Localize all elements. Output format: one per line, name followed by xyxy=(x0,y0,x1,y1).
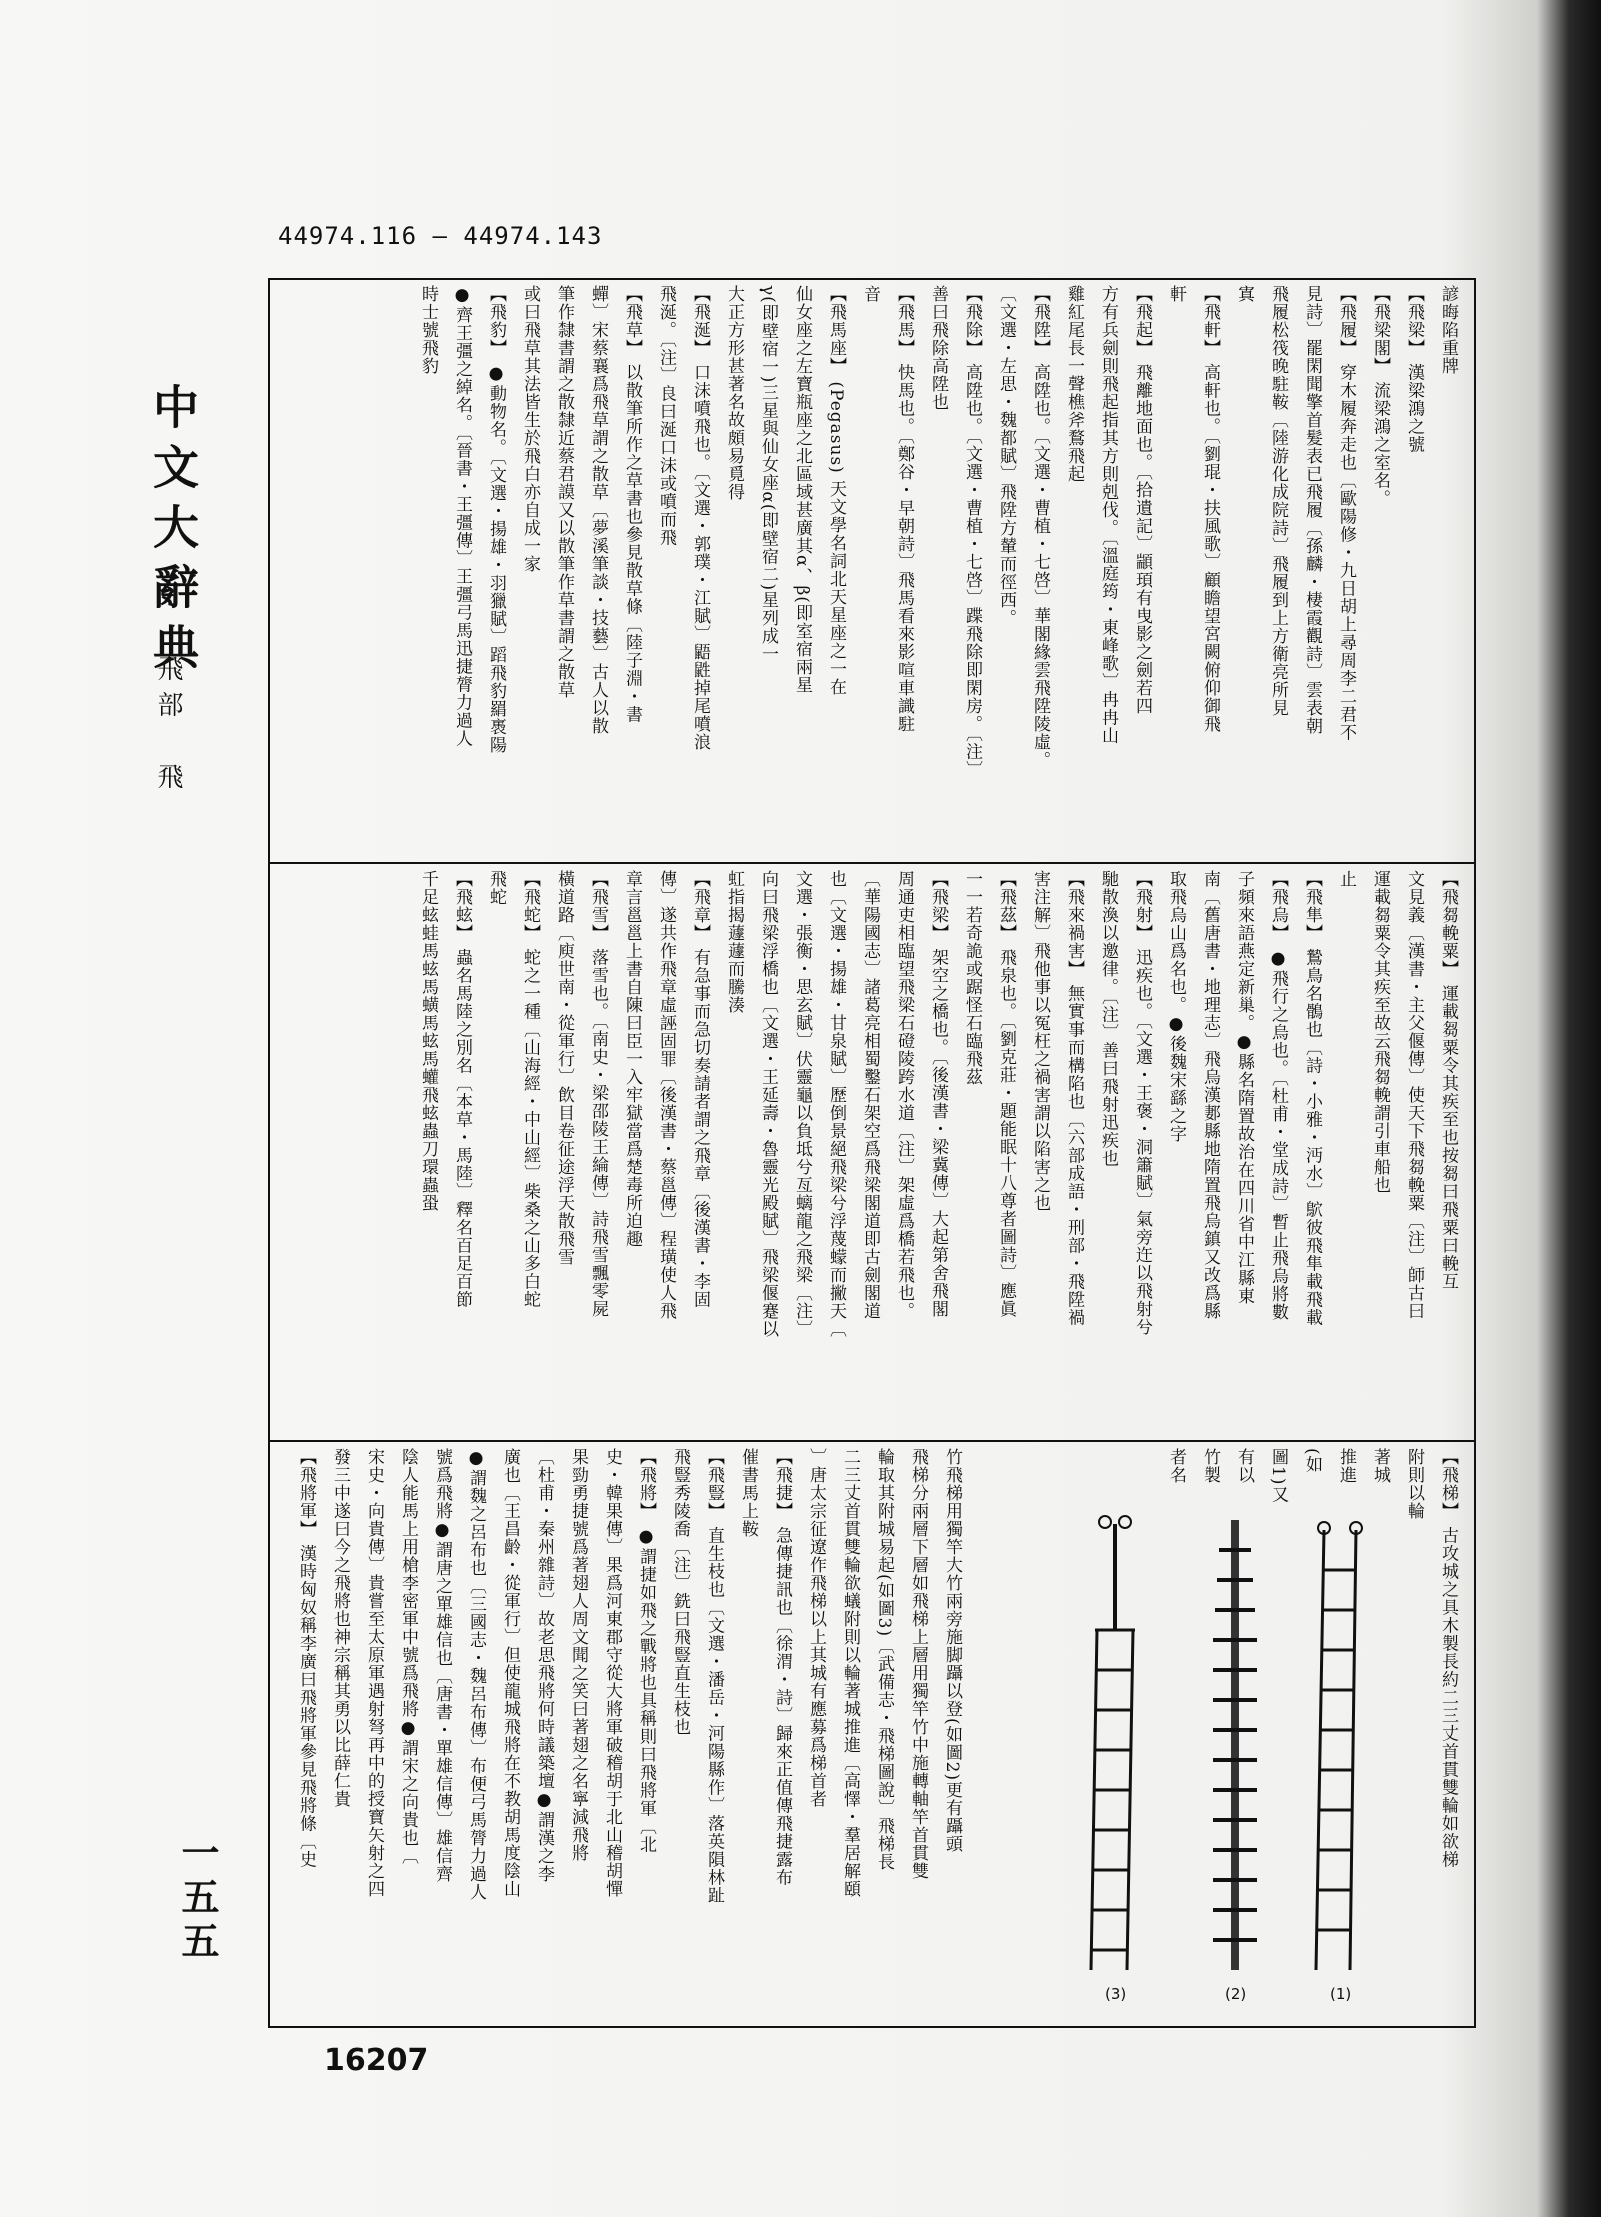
text-column: 圖1)又 xyxy=(1268,1448,1288,1504)
text-column: 馳散渙以邀律。〔注〕善曰飛射迅疾也 xyxy=(1098,870,1118,1168)
text-column: 【飛捷】 急傳捷訊也〔徐渭・詩〕歸來正值傳飛捷露布 xyxy=(772,1448,792,1887)
text-column: 筆作隸書謂之散隸近蔡君謨又以散筆作草書謂之散草 xyxy=(554,285,574,699)
text-column: 史・韓果傳〕果爲河東郡守從大將軍破稽胡于北山稽胡憚 xyxy=(602,1448,622,1898)
text-column: 宋史・向貴傳〕貴嘗至太原軍遇射弩再中的授寶矢射之四 xyxy=(364,1448,384,1898)
text-column: 發三中遂曰今之飛將也神宗稱其勇以比薛仁貴 xyxy=(330,1448,350,1808)
text-column: 【飛芻輓粟】 運載芻粟令其疾至也按芻曰飛粟曰輓互 xyxy=(1438,870,1458,1291)
text-column: ●齊王彊之綽名。〔晉書・王彊傳〕王彊弓馬迅捷膂力過人 xyxy=(452,285,472,748)
text-column: 飛履松筏晚駐鞍〔陸游化成院詩〕飛履到上方衛亮所見 xyxy=(1268,285,1288,717)
text-column: 橫道路〔庾世南・從軍行〕飲目卷征途浮天散飛雪 xyxy=(554,870,574,1266)
text-column: 雞紅尾長一聲樵斧鶩飛起 xyxy=(1064,285,1084,483)
band-divider-1 xyxy=(268,862,1476,864)
entries-band-bottom xyxy=(280,1448,1465,2020)
text-column: 【飛涎】 口沫噴飛也。〔文選・郭璞・江賦〕鼯鼪掉尾噴浪 xyxy=(690,285,710,751)
text-column: 竹飛梯用獨竿大竹兩旁施脚躡以登(如圖2)更有躡頭 xyxy=(942,1448,962,1854)
text-column: 果勁勇捷號爲著翅人周文聞之笑曰著翅之名寧減飛將 xyxy=(568,1448,588,1862)
text-column: 見詩〕罷閑聞擎首髮表已飛履〔孫麟・棲霞觀詩〕雲表朝 xyxy=(1302,285,1322,735)
text-column: 止 xyxy=(1336,870,1356,888)
entries-band-top xyxy=(280,285,1465,855)
text-column: 陰人能馬上用槍李密軍中號爲飛將●謂宋之向貴也〔 xyxy=(398,1448,418,1865)
text-column: 推進 xyxy=(1336,1448,1356,1484)
text-column: 或曰飛草其法皆生於飛白亦自成一家 xyxy=(520,285,540,573)
text-column: 【飛梯】 古攻城之具木製長約二三丈首貫雙輪如欲梯 xyxy=(1438,1448,1458,1869)
text-column: 音 xyxy=(860,285,880,303)
text-column: 【飛章】 有急事而急切奏請者謂之飛章〔後漢書・李固 xyxy=(690,870,710,1309)
text-column: 【飛梁】 漢梁鴻之號 xyxy=(1404,285,1424,454)
text-column: 附則以輪 xyxy=(1404,1448,1424,1520)
text-column: γ(即壁宿一)三星與仙女座α(即壁宿二)星列成一 xyxy=(758,285,778,664)
text-column: ●謂魏之呂布也〔三國志・魏呂布傳〕布便弓馬膂力過人 xyxy=(466,1448,486,1901)
text-column: 大正方形甚著名故頗易覓得 xyxy=(724,285,744,501)
text-column: 者名 xyxy=(1166,1448,1186,1484)
text-column: 蟬〕宋蔡襄爲飛草謂之散草〔夢溪筆談・技藝〕古人以散 xyxy=(588,285,608,735)
text-column: 【飛履】 穿木履奔走也〔歐陽修・九日胡上尋周李二君不 xyxy=(1336,285,1356,742)
text-column: 輪取其附城易起(如圖3)〔武備志・飛梯圖說〕飛梯長 xyxy=(874,1448,894,1872)
text-column: 文選・張衡・思玄賦〕伏靈龜以負坻兮亙螭龍之飛梁〔注〕 xyxy=(792,870,812,1338)
text-column: 飛豎秀陵喬〔注〕銑曰飛豎直生枝也 xyxy=(670,1448,690,1736)
text-column: 【飛茲】 飛泉也。〔劉克莊・題能眠十八尊者圖詩〕應眞 xyxy=(996,870,1016,1318)
text-column: (如 xyxy=(1302,1448,1322,1474)
ladder-figure-3 xyxy=(1085,1510,1145,1980)
radical-label: 飛部 飛 xyxy=(153,655,183,799)
text-column: 〔華陽國志〕諸葛亮相蜀鑿石架空爲飛梁閣道即古劍閣道 xyxy=(860,870,880,1320)
text-column: 飛蛇 xyxy=(486,870,506,906)
text-column: 〔文選・左思・魏都賦〕飛陞方輦而徑西。 xyxy=(996,285,1016,627)
page-number: 一五五 xyxy=(175,1833,220,1965)
text-column: 〕唐太宗征遼作飛梯以上其城有應募爲梯首者 xyxy=(806,1448,826,1808)
text-column: 諺晦陷重牌 xyxy=(1438,285,1458,375)
scan-range-label: 44974.116 — 44974.143 xyxy=(278,222,603,250)
text-column: 【飛梁閣】 流梁鴻之室名。 xyxy=(1370,285,1390,508)
ladder-figure-1 xyxy=(1310,1510,1370,1980)
text-column: 【飛雪】 落雪也。〔南史・梁邵陵王綸傳〕詩飛雪飄零屍 xyxy=(588,870,608,1318)
text-column: 軒 xyxy=(1166,285,1186,303)
text-column: 虹指揭蘧蘧而騰湊 xyxy=(724,870,744,1014)
text-column: 竹製 xyxy=(1200,1448,1220,1484)
text-column: 有以 xyxy=(1234,1448,1254,1484)
ladder-figure-2 xyxy=(1205,1510,1265,1980)
text-column: 【飛軒】 高軒也。〔劉琨・扶風歌〕顧瞻望宮闕俯仰御飛 xyxy=(1200,285,1220,733)
text-column: 【飛將軍】 漢時匈奴稱李廣曰飛將軍參見飛將條〔史 xyxy=(296,1448,316,1869)
text-column: 【飛射】 迅疾也。〔文選・王褒・洞簫賦〕氣旁迕以飛射兮 xyxy=(1132,870,1152,1336)
text-column: 【飛來禍害】 無實事而構陷也〔六部成語・刑部・飛陞禍 xyxy=(1064,870,1084,1327)
text-column: 善曰飛除高陞也 xyxy=(928,285,948,411)
text-column: 號爲飛將●謂唐之單雄信也〔唐書・單雄信傳〕雄信齊 xyxy=(432,1448,452,1883)
text-column: 【飛蚿】 蟲名馬陸之別名〔本草・馬陸〕釋名百足百節 xyxy=(452,870,472,1309)
text-column: 向曰飛梁浮橋也〔文選・王延壽・魯靈光殿賦〕飛梁偃蹇以 xyxy=(758,870,778,1338)
text-column: 【飛豎】 直生枝也〔文選・潘岳・河陽縣作〕落英隕林趾 xyxy=(704,1448,724,1905)
text-column: 害注解〕飛他事以冤枉之禍害謂以陷害之也 xyxy=(1030,870,1050,1212)
figure-label-2: (2) xyxy=(1225,1985,1247,2003)
text-column: 【飛烏】 ●飛行之烏也。〔杜甫・堂成詩〕暫止飛烏將數 xyxy=(1268,870,1288,1321)
text-column: 章言邕邕上書自陳曰臣一入牢獄當爲楚毒所迫趣 xyxy=(622,870,642,1248)
text-column: 著城 xyxy=(1370,1448,1390,1484)
text-column: 也〔文選・揚雄・甘泉賦〕歷倒景絕飛梁兮浮蔑蠓而撇天〔 xyxy=(826,870,846,1338)
entries-band-middle xyxy=(280,870,1465,1435)
text-column: 仙女座之左寶瓶座之北區域甚廣其α、β(即室宿兩星 xyxy=(792,285,812,694)
text-column: 子頻來語燕定新巢。●縣名隋置故治在四川省中江縣東 xyxy=(1234,870,1254,1305)
text-column: 千足蚿蛙馬蚿馬蟥馬蚿馬蠸飛蚿蟲刀環蟲蛩 xyxy=(418,870,438,1212)
figure-label-1: (1) xyxy=(1330,1985,1352,2003)
text-column: 【飛除】 高陞也。〔文選・曹植・七啓〕蹀飛除即閑房。〔注〕 xyxy=(962,285,982,779)
text-column: 【飛起】 飛離地面也。〔拾遺記〕顓頊有曳影之劍若四 xyxy=(1132,285,1152,715)
text-column: 【飛隼】 鷙鳥名鶻也〔詩・小雅・沔水〕鴥彼飛隼載飛載 xyxy=(1302,870,1322,1327)
text-column: 一一若奇詭或踞怪石臨飛茲 xyxy=(962,870,982,1086)
text-column: 飛涎。〔注〕良曰涎口沫或噴而飛 xyxy=(656,285,676,547)
text-column: 【飛草】 以散筆所作之草書也參見散草條〔陸子淵・書 xyxy=(622,285,642,724)
figure-label-3: (3) xyxy=(1105,1985,1127,2003)
text-column: 寘 xyxy=(1234,285,1254,303)
text-column: 〔杜甫・秦州雜詩〕故老思飛將何時議築壇●謂漢之李 xyxy=(534,1448,554,1883)
text-column: 取飛烏山爲名也。●後魏宋繇之字 xyxy=(1166,870,1186,1143)
text-column: 傳〕遂共作飛章虛誣固罪〔後漢書・蔡邕傳〕程璜使人飛 xyxy=(656,870,676,1320)
text-column: 二三丈首貫雙輪欲蟻附則以輪著城推進〔高懌・羣居解頤 xyxy=(840,1448,860,1898)
dictionary-title: 中文大辭典 xyxy=(146,383,200,683)
text-column: 方有兵劍則飛起指其方則剋伐。〔溫庭筠・東峰歌〕冉冉山 xyxy=(1098,285,1118,745)
text-column: 【飛豹】 ●動物名。〔文選・揚雄・羽獵賦〕蹈飛豹羂褭陽 xyxy=(486,285,506,754)
text-column: 時士號飛豹 xyxy=(418,285,438,375)
folio-number: 16207 xyxy=(324,2043,429,2078)
text-column: 周通吏相臨望飛梁石磴陵跨水道〔注〕架虛爲橋若飛也。 xyxy=(894,870,914,1320)
text-column: 【飛馬】 快馬也。〔鄭谷・早朝詩〕飛馬看來影喧車識駐 xyxy=(894,285,914,733)
text-column: 南〔舊唐書・地理志〕飛烏漢郪縣地隋置飛烏鎮又改爲縣 xyxy=(1200,870,1220,1320)
text-column: 【飛蛇】 蛇之一種〔山海經・中山經〕柴桑之山多白蛇 xyxy=(520,870,540,1309)
text-column: 文見義〔漢書・主父偃傳〕使天下飛芻輓粟〔注〕師古曰 xyxy=(1404,870,1424,1320)
text-column: 【飛將】 ●謂捷如飛之戰將也具稱則曰飛將軍〔北 xyxy=(636,1448,656,1854)
text-column: 【飛陞】 高陞也。〔文選・曹植・七啓〕華閣緣雲飛陞陵虛。 xyxy=(1030,285,1050,769)
band-divider-2 xyxy=(268,1440,1476,1442)
text-column: 廣也〔王昌齡・從軍行〕但使龍城飛將在不教胡馬度陰山 xyxy=(500,1448,520,1898)
text-column: 【飛梁】 架空之橋也。〔後漢書・梁冀傳〕大起第舍飛閣 xyxy=(928,870,948,1318)
text-column: 催書馬上鞍 xyxy=(738,1448,758,1538)
text-column: 【飛馬座】 (Pegasus) 天文學名詞北天星座之一在 xyxy=(826,285,846,697)
text-column: 運載芻粟令其疾至故云飛芻輓謂引車船也 xyxy=(1370,870,1390,1194)
text-column: 飛梯分兩層下層如飛梯上層用獨竿竹中施轉軸竿首貫雙 xyxy=(908,1448,928,1880)
